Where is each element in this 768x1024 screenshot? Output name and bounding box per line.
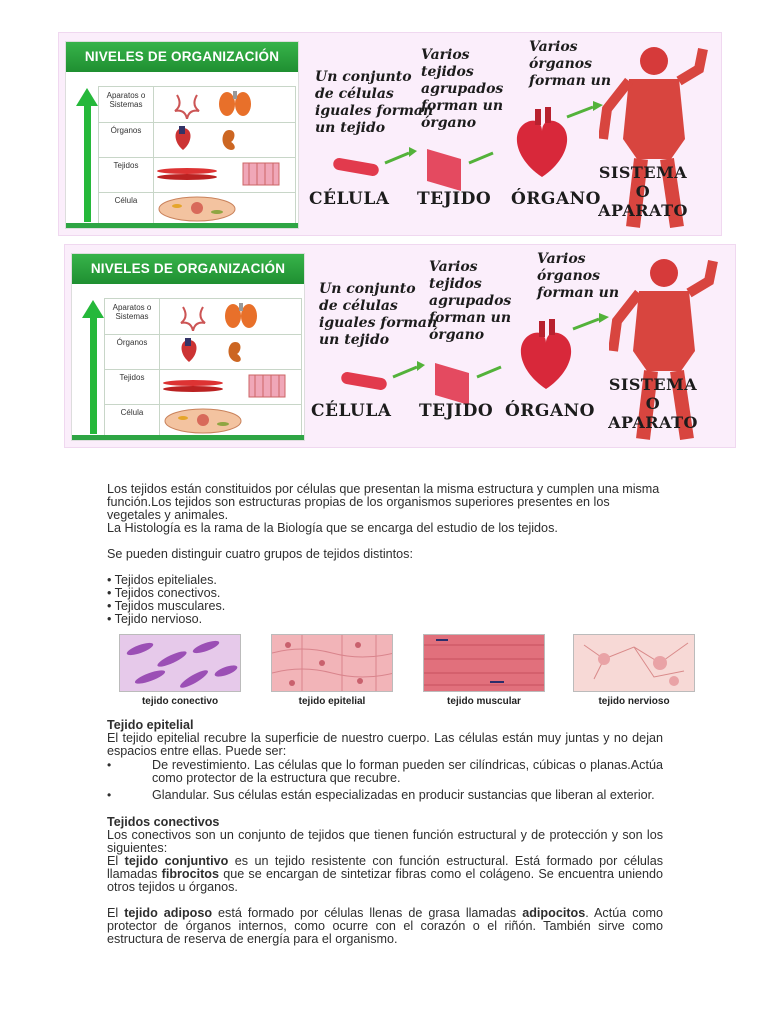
- tile-caption: tejido conectivo: [141, 696, 219, 707]
- tile-caption: tejido epitelial: [298, 696, 366, 707]
- heart-kidney-icon: [163, 336, 293, 366]
- epithelial-section: [107, 719, 663, 802]
- tissue-icon: [157, 159, 287, 189]
- level-row: Aparatos o Sistemas: [105, 299, 301, 335]
- cell-label: CÉLULA: [311, 401, 392, 421]
- tissue-label: TEJIDO: [417, 189, 492, 209]
- reproductive-and-lung-icon: [157, 89, 287, 119]
- level-row: Aparatos o Sistemas: [99, 87, 295, 123]
- list-item: • Tejidos musculares.: [107, 599, 226, 613]
- panel-title: NIVELES DE ORGANIZACIÓN: [72, 254, 304, 284]
- list-item: • Glandular. Sus células están especializadas en producir sustancias que liberan al exterior.: [107, 788, 655, 802]
- histology-paragraph: La Histología es la rama de la Biología que se encarga del estudio de los tejidos.: [107, 521, 558, 535]
- heart-kidney-icon: [157, 124, 287, 154]
- levels-grid: [98, 86, 296, 227]
- intro-paragraph: Los tejidos están constituidos por células que presentan la misma estructura y cumplen una misma función.Los tejidos son estructuras propias de los organismos superiores presentes en los vegetales y animales.: [107, 482, 660, 522]
- section-heading: Tejidos conectivos: [107, 815, 220, 829]
- organ-label: ÓRGANO: [505, 401, 595, 421]
- tissue-list: [107, 574, 663, 626]
- list-item: • Tejido nervioso.: [107, 612, 203, 626]
- level-row: Célula: [99, 192, 295, 228]
- tissue-label: TEJIDO: [419, 401, 494, 421]
- muscle-tissue-image: [423, 634, 545, 692]
- tissue-icon: [163, 371, 293, 401]
- cell-icon: [163, 406, 293, 436]
- tile-caption: tejido nervioso: [598, 696, 670, 707]
- tissue-images: [107, 634, 697, 710]
- adipose-paragraph: El tejido adiposo está formado por células llenas de grasa llamadas adipocitos. Actúa como protector de órganos internos, como ocurre con el corazón o el riñón. También sirve como estructura de reserva de energía para el organismo.: [107, 906, 664, 946]
- cell-icon: [157, 194, 287, 224]
- epithelial-paragraph: El tejido epitelial recubre la superficie de nuestro cuerpo. Las células están muy juntas y no dejan espacios entre ellas. Puede ser:: [107, 731, 663, 758]
- tissues-text: Varios tejidos agrupados forman un órgano: [429, 259, 512, 343]
- epithelial-tissue-image: [271, 634, 393, 692]
- levels-infographic-2: [64, 244, 736, 448]
- levels-panel: [71, 253, 305, 441]
- connective-section: [107, 816, 663, 946]
- cell-label: CÉLULA: [309, 189, 390, 209]
- connective-paragraph: Los conectivos son un conjunto de tejidos que tienen función estructural y de protección y son los siguientes:: [107, 828, 663, 855]
- list-item: • Tejidos conectivos.: [107, 586, 221, 600]
- levels-grid: [104, 298, 302, 439]
- tissues-text: Varios tejidos agrupados forman un órgano: [421, 47, 504, 131]
- organs-text: Varios órganos forman un: [537, 251, 620, 301]
- reproductive-and-lung-icon: [163, 301, 293, 331]
- level-row: Célula: [105, 404, 301, 440]
- system-label: SISTEMA O APARATO: [598, 163, 688, 220]
- list-item: • Tejidos epiteliales.: [107, 573, 217, 587]
- cells-text: Un conjunto de células iguales forman un tejido: [319, 281, 438, 348]
- cells-text: Un conjunto de células iguales forman un tejido: [315, 69, 434, 136]
- section-heading: Tejido epitelial: [107, 718, 194, 732]
- panel-title: NIVELES DE ORGANIZACIÓN: [66, 42, 298, 72]
- system-label: SISTEMA O APARATO: [608, 375, 698, 432]
- level-row: Tejidos: [105, 369, 301, 405]
- conjunctive-paragraph: El tejido conjuntivo es un tejido resistente con función estructural. Está formado por células llamadas fibrocitos que se encargan de sintetizar fibras como el colágeno. Se encuentra uniendo otros tejidos u órganos.: [107, 854, 664, 894]
- organ-label: ÓRGANO: [511, 189, 601, 209]
- level-row: Órganos: [99, 122, 295, 158]
- nervous-tissue-image: [573, 634, 695, 692]
- list-item: • De revestimiento. Las células que lo forman pueden ser cilíndricas, cúbicas o planas.Actúa como protector de la estructura que recubre.: [107, 758, 663, 785]
- groups-paragraph: Se pueden distinguir cuatro grupos de tejidos distintos:: [107, 547, 413, 561]
- organs-text: Varios órganos forman un: [529, 39, 612, 89]
- levels-panel: [65, 41, 299, 229]
- levels-infographic-1: [58, 32, 722, 236]
- level-row: Órganos: [105, 334, 301, 370]
- level-row: Tejidos: [99, 157, 295, 193]
- tile-caption: tejido muscular: [447, 696, 521, 707]
- connective-tissue-image: [119, 634, 241, 692]
- intro-section: [107, 483, 663, 626]
